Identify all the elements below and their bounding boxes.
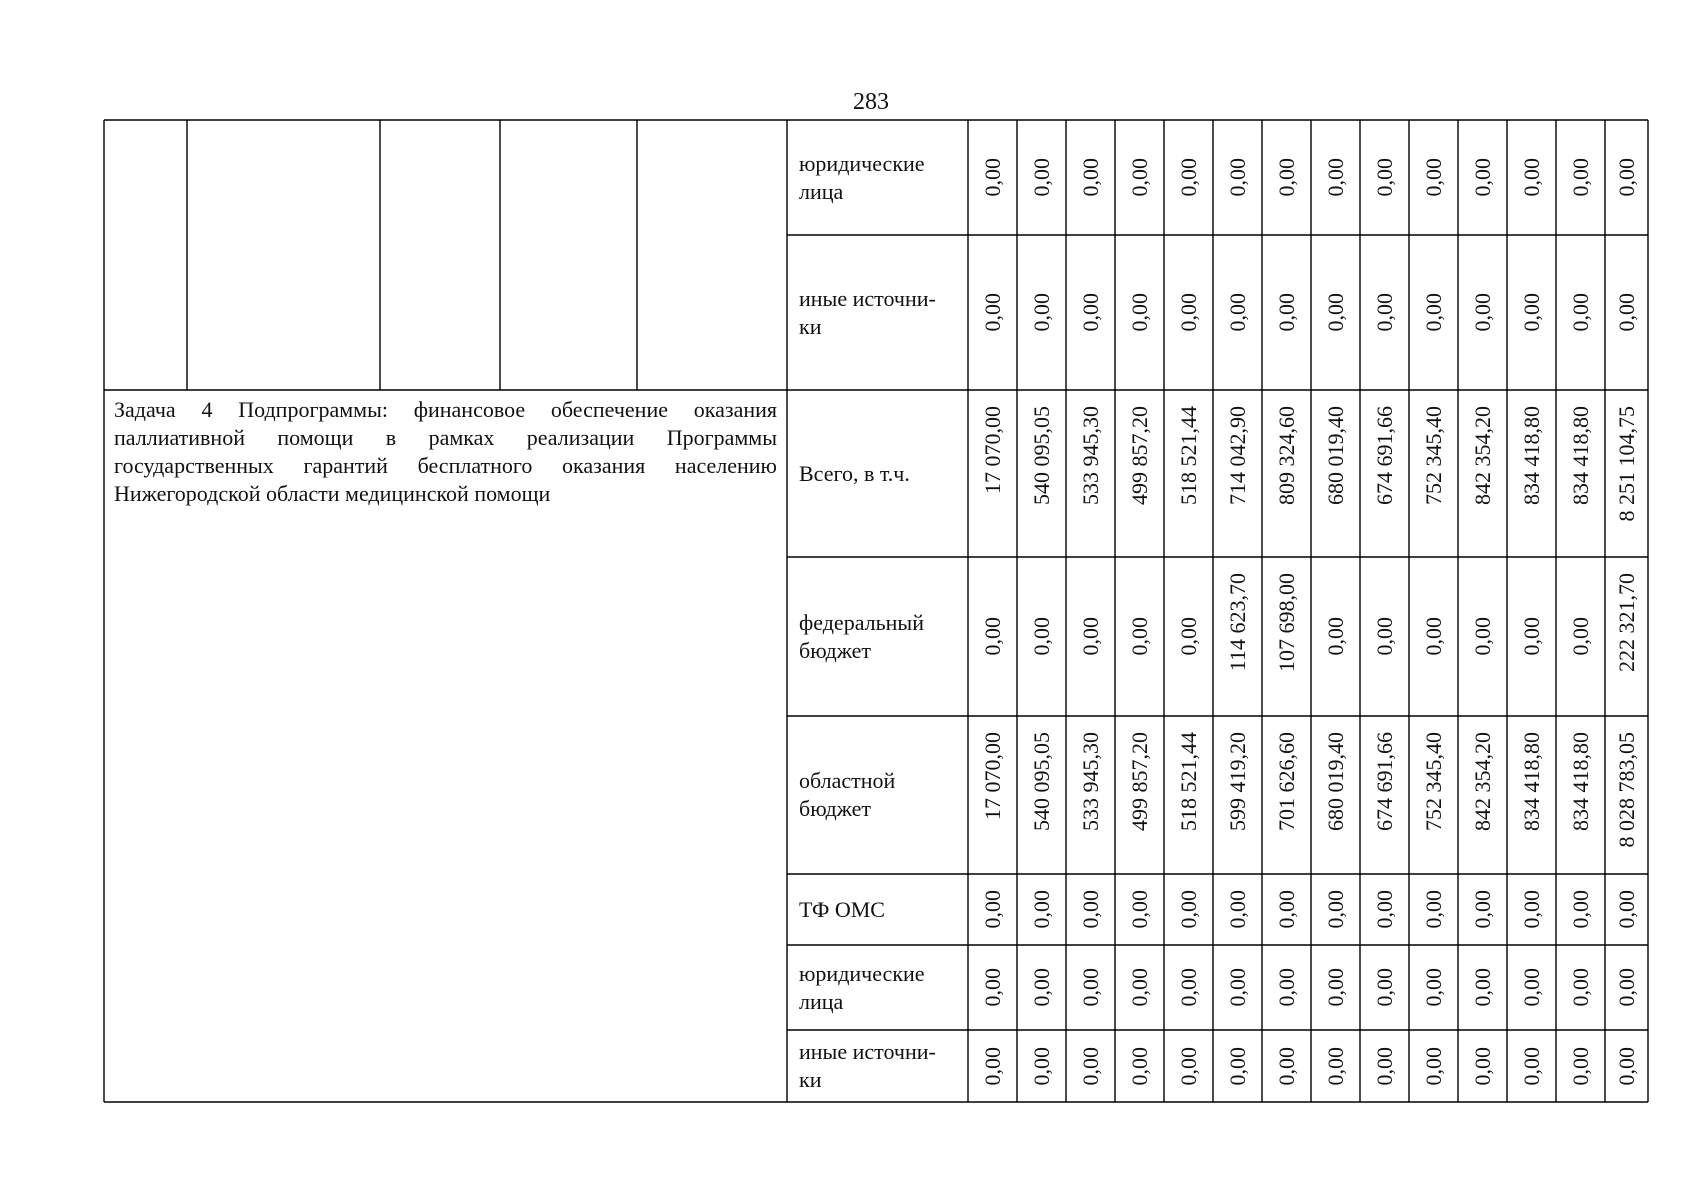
value-cell <box>1360 1030 1409 1102</box>
task-description: Задача 4 Подпрограммы: финансовое обеспечение оказания паллиативной помощи в рамках реализации Программы государственных гарантий бесплатного оказания населению Нижегородской области медицинской помощи <box>114 397 777 506</box>
row-label: областной бюджет <box>799 768 896 821</box>
value-text: 0,00 <box>1224 293 1250 332</box>
value-text: 834 418,80 <box>1518 406 1544 505</box>
value-cell <box>1605 874 1648 945</box>
value-cell <box>1409 390 1458 557</box>
value-cell <box>1066 716 1115 874</box>
row-label: юридические лица <box>799 150 925 204</box>
value-text: 0,00 <box>1273 1046 1299 1086</box>
value-cell <box>1507 874 1556 945</box>
row-label: федеральный бюджет <box>799 609 924 663</box>
value-cell <box>1360 235 1409 390</box>
value-text: 0,00 <box>1469 617 1495 656</box>
value-cell <box>1458 874 1507 945</box>
value-text: 0,00 <box>1371 158 1397 197</box>
value-cell <box>1507 716 1556 874</box>
value-text: 0,00 <box>979 968 1005 1007</box>
value-cell <box>1066 945 1115 1030</box>
value-text: 0,00 <box>1322 293 1348 332</box>
value-cell <box>1507 1030 1556 1102</box>
value-text: 0,00 <box>1518 968 1544 1007</box>
value-cell <box>1605 120 1648 235</box>
value-text: 499 857,20 <box>1126 406 1152 505</box>
value-text: 834 418,80 <box>1518 732 1544 831</box>
value-cell <box>1164 235 1213 390</box>
value-text: 8 251 104,75 <box>1613 406 1639 522</box>
value-text: 114 623,70 <box>1224 573 1250 672</box>
value-text: 0,00 <box>1420 158 1446 197</box>
value-text: 0,00 <box>1273 890 1299 929</box>
value-text: 518 521,44 <box>1175 406 1201 505</box>
value-cell <box>1556 235 1605 390</box>
value-text: 0,00 <box>1567 968 1593 1007</box>
value-cell <box>1409 945 1458 1030</box>
value-text: 680 019,40 <box>1322 732 1348 831</box>
value-text: 8 028 783,05 <box>1613 732 1639 848</box>
value-cell <box>1458 390 1507 557</box>
value-text: 0,00 <box>1273 158 1299 197</box>
value-text: 674 691,66 <box>1371 732 1397 831</box>
value-cell <box>1262 874 1311 945</box>
row-label: иные источни- ки <box>799 285 936 339</box>
value-cell <box>1115 557 1164 716</box>
value-cell <box>1164 557 1213 716</box>
value-text: 0,00 <box>979 158 1005 197</box>
value-text: 0,00 <box>1518 617 1544 656</box>
value-text: 0,00 <box>1322 890 1348 929</box>
value-text: 0,00 <box>1371 1046 1397 1086</box>
value-cell <box>1360 390 1409 557</box>
value-cell <box>1262 557 1311 716</box>
value-text: 17 070,00 <box>979 406 1005 494</box>
value-text: 0,00 <box>1077 293 1103 332</box>
value-cell <box>1213 874 1262 945</box>
value-cell <box>1458 235 1507 390</box>
value-cell <box>1017 235 1066 390</box>
value-cell <box>1409 120 1458 235</box>
value-text: 752 345,40 <box>1420 732 1446 831</box>
value-text: 0,00 <box>1469 890 1495 929</box>
value-text: 0,00 <box>1224 968 1250 1007</box>
value-cell <box>1556 945 1605 1030</box>
value-cell <box>1360 120 1409 235</box>
value-text: 0,00 <box>1175 890 1201 929</box>
value-text: 0,00 <box>1028 293 1054 332</box>
value-text: 0,00 <box>1567 617 1593 656</box>
value-text: 0,00 <box>1420 617 1446 656</box>
value-text: 0,00 <box>1077 617 1103 656</box>
value-cell <box>1507 945 1556 1030</box>
value-text: 0,00 <box>979 890 1005 929</box>
value-cell <box>1017 874 1066 945</box>
value-cell <box>1164 390 1213 557</box>
value-text: 0,00 <box>1518 1046 1544 1086</box>
value-cell <box>1066 390 1115 557</box>
value-cell <box>1115 1030 1164 1102</box>
value-text: 0,00 <box>1469 968 1495 1007</box>
value-cell <box>1458 945 1507 1030</box>
value-text: 0,00 <box>1469 293 1495 332</box>
value-cell <box>1017 945 1066 1030</box>
value-text: 540 095,05 <box>1028 406 1054 505</box>
value-text: 0,00 <box>1613 890 1639 929</box>
value-cell <box>1115 874 1164 945</box>
value-cell <box>1066 120 1115 235</box>
value-cell <box>1262 945 1311 1030</box>
value-cell <box>1262 716 1311 874</box>
value-text: 107 698,00 <box>1273 573 1299 672</box>
value-cell <box>1213 390 1262 557</box>
value-text: 0,00 <box>1273 293 1299 332</box>
value-cell <box>1605 235 1648 390</box>
value-cell <box>1213 235 1262 390</box>
value-text: 834 418,80 <box>1567 406 1593 505</box>
value-cell <box>1507 235 1556 390</box>
value-text: 0,00 <box>1077 158 1103 197</box>
value-cell <box>1556 120 1605 235</box>
value-text: 17 070,00 <box>979 732 1005 820</box>
value-cell <box>968 1030 1017 1102</box>
value-text: 0,00 <box>1469 1046 1495 1086</box>
value-cell <box>1605 557 1648 716</box>
value-cell <box>1164 1030 1213 1102</box>
value-cell <box>1556 716 1605 874</box>
value-cell <box>1213 945 1262 1030</box>
value-text: 0,00 <box>1371 293 1397 332</box>
value-cell <box>968 390 1017 557</box>
row-label: Всего, в т.ч. <box>799 460 910 486</box>
value-cell <box>1115 235 1164 390</box>
value-cell <box>1556 1030 1605 1102</box>
value-cell <box>1458 120 1507 235</box>
value-cell <box>1360 557 1409 716</box>
value-cell <box>1164 716 1213 874</box>
value-text: 0,00 <box>1469 158 1495 197</box>
row-label: ТФ ОМС <box>799 896 885 922</box>
value-cell <box>1311 874 1360 945</box>
value-cell <box>1115 945 1164 1030</box>
value-text: 0,00 <box>1420 293 1446 332</box>
value-text: 0,00 <box>979 617 1005 656</box>
value-cell <box>968 235 1017 390</box>
value-text: 0,00 <box>1322 1046 1348 1086</box>
value-text: 0,00 <box>1518 158 1544 197</box>
value-cell <box>1017 716 1066 874</box>
value-text: 0,00 <box>1077 1046 1103 1086</box>
value-cell <box>1164 874 1213 945</box>
value-cell <box>968 945 1017 1030</box>
value-text: 0,00 <box>1126 293 1152 332</box>
value-cell <box>1311 1030 1360 1102</box>
value-cell <box>1409 557 1458 716</box>
value-text: 0,00 <box>1126 890 1152 929</box>
value-cell <box>1262 120 1311 235</box>
value-cell <box>968 120 1017 235</box>
value-text: 0,00 <box>1567 158 1593 197</box>
value-cell <box>1066 557 1115 716</box>
value-text: 0,00 <box>1613 968 1639 1007</box>
value-text: 842 354,20 <box>1469 732 1495 831</box>
value-cell <box>968 874 1017 945</box>
value-cell <box>1605 390 1648 557</box>
value-cell <box>1458 557 1507 716</box>
value-cell <box>1360 716 1409 874</box>
value-text: 0,00 <box>1028 1046 1054 1086</box>
value-cell <box>1262 1030 1311 1102</box>
value-text: 0,00 <box>1126 617 1152 656</box>
value-cell <box>1164 945 1213 1030</box>
value-text: 0,00 <box>1028 158 1054 197</box>
value-text: 674 691,66 <box>1371 406 1397 505</box>
value-text: 0,00 <box>1028 968 1054 1007</box>
value-cell <box>1017 390 1066 557</box>
value-text: 680 019,40 <box>1322 406 1348 505</box>
value-cell <box>1213 120 1262 235</box>
value-text: 714 042,90 <box>1224 406 1250 505</box>
value-cell <box>1507 557 1556 716</box>
value-cell <box>1311 716 1360 874</box>
value-text: 533 945,30 <box>1077 732 1103 831</box>
value-text: 0,00 <box>1126 158 1152 197</box>
value-text: 0,00 <box>1224 158 1250 197</box>
value-cell <box>1556 874 1605 945</box>
value-text: 0,00 <box>1371 617 1397 656</box>
value-text: 842 354,20 <box>1469 406 1495 505</box>
value-cell <box>1213 1030 1262 1102</box>
value-cell <box>1556 390 1605 557</box>
value-text: 752 345,40 <box>1420 406 1446 505</box>
value-text: 0,00 <box>1613 1046 1639 1086</box>
value-text: 0,00 <box>1567 293 1593 332</box>
value-text: 0,00 <box>979 293 1005 332</box>
value-text: 518 521,44 <box>1175 732 1201 831</box>
value-text: 834 418,80 <box>1567 732 1593 831</box>
value-cell <box>1262 390 1311 557</box>
value-cell <box>1262 235 1311 390</box>
value-cell <box>1017 1030 1066 1102</box>
value-text: 0,00 <box>979 1046 1005 1086</box>
row-label: юридические лица <box>799 960 925 1014</box>
value-text: 0,00 <box>1420 1046 1446 1086</box>
value-cell <box>1311 945 1360 1030</box>
value-cell <box>1164 120 1213 235</box>
value-text: 0,00 <box>1613 293 1639 332</box>
value-text: 0,00 <box>1126 968 1152 1007</box>
value-cell <box>1409 874 1458 945</box>
value-cell <box>1360 874 1409 945</box>
page-number: 283 <box>853 89 889 115</box>
value-text: 701 626,60 <box>1273 732 1299 831</box>
value-text: 540 095,05 <box>1028 732 1054 831</box>
value-cell <box>1409 1030 1458 1102</box>
value-text: 0,00 <box>1175 1046 1201 1086</box>
value-text: 0,00 <box>1518 293 1544 332</box>
value-text: 0,00 <box>1175 617 1201 656</box>
value-cell <box>1605 716 1648 874</box>
row-label: иные источни- ки <box>799 1039 936 1092</box>
value-cell <box>968 716 1017 874</box>
value-cell <box>1066 874 1115 945</box>
value-text: 0,00 <box>1028 617 1054 656</box>
value-cell <box>1311 390 1360 557</box>
value-text: 599 419,20 <box>1224 732 1250 831</box>
value-text: 0,00 <box>1518 890 1544 929</box>
value-cell <box>1115 120 1164 235</box>
value-text: 0,00 <box>1077 968 1103 1007</box>
value-text: 0,00 <box>1567 890 1593 929</box>
value-cell <box>1311 235 1360 390</box>
value-text: 0,00 <box>1371 968 1397 1007</box>
value-text: 222 321,70 <box>1613 573 1639 672</box>
value-cell <box>1213 557 1262 716</box>
value-cell <box>1017 120 1066 235</box>
value-cell <box>1066 1030 1115 1102</box>
value-text: 0,00 <box>1077 890 1103 929</box>
value-text: 0,00 <box>1371 890 1397 929</box>
value-text: 0,00 <box>1567 1046 1593 1086</box>
value-cell <box>1605 945 1648 1030</box>
value-text: 0,00 <box>1613 158 1639 197</box>
value-cell <box>1409 716 1458 874</box>
value-cell <box>1066 235 1115 390</box>
value-cell <box>1458 716 1507 874</box>
value-cell <box>968 557 1017 716</box>
value-text: 0,00 <box>1224 1046 1250 1086</box>
value-cell <box>1115 390 1164 557</box>
value-cell <box>1605 1030 1648 1102</box>
value-cell <box>1115 716 1164 874</box>
value-text: 0,00 <box>1028 890 1054 929</box>
value-text: 499 857,20 <box>1126 732 1152 831</box>
value-text: 0,00 <box>1175 968 1201 1007</box>
value-cell <box>1507 120 1556 235</box>
value-cell <box>1458 1030 1507 1102</box>
value-cell <box>1409 235 1458 390</box>
value-cell <box>1311 120 1360 235</box>
value-cell <box>1017 557 1066 716</box>
value-text: 0,00 <box>1175 293 1201 332</box>
value-text: 0,00 <box>1126 1046 1152 1086</box>
value-cell <box>1213 716 1262 874</box>
value-text: 0,00 <box>1273 968 1299 1007</box>
value-text: 0,00 <box>1224 890 1250 929</box>
value-text: 0,00 <box>1322 617 1348 656</box>
value-cell <box>1507 390 1556 557</box>
value-cell <box>1360 945 1409 1030</box>
value-text: 0,00 <box>1322 158 1348 197</box>
value-text: 0,00 <box>1420 890 1446 929</box>
value-text: 0,00 <box>1420 968 1446 1007</box>
value-cell <box>1311 557 1360 716</box>
value-text: 533 945,30 <box>1077 406 1103 505</box>
value-text: 0,00 <box>1322 968 1348 1007</box>
value-text: 0,00 <box>1175 158 1201 197</box>
value-cell <box>1556 557 1605 716</box>
value-text: 809 324,60 <box>1273 406 1299 505</box>
